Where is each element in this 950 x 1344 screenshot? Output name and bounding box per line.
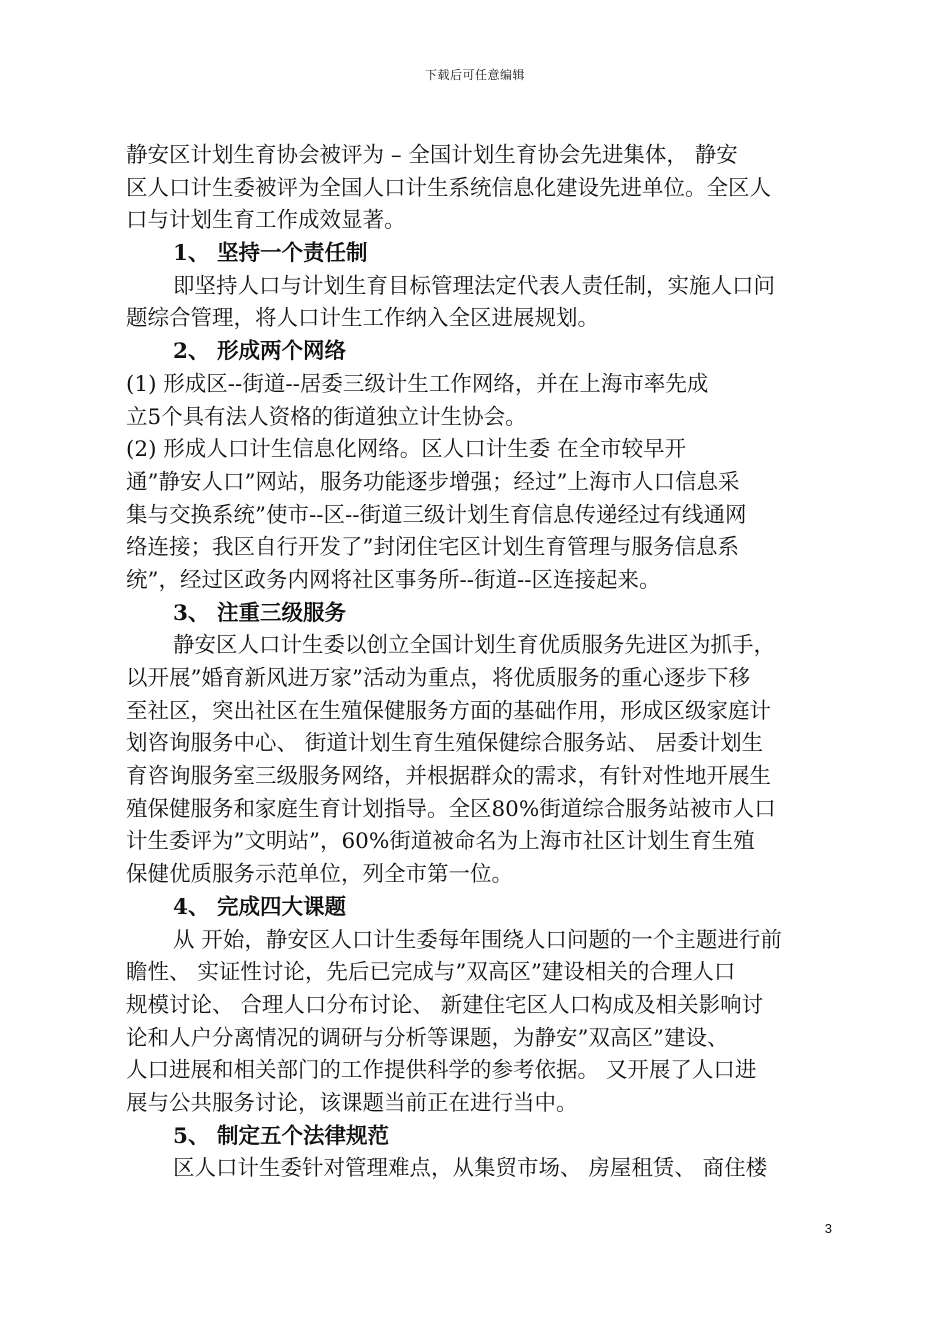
body-text-line: 静安区计划生育协会被评为 – 全国计划生育协会先进集体， 静安 (126, 143, 738, 168)
body-text-line: 保健优质服务示范单位，列全市第一位。 (126, 862, 514, 888)
body-text-line: 人口进展和相关部门的工作提供科学的参考依据。 又开展了人口进 (126, 1058, 757, 1084)
body-text-line: 规模讨论、 合理人口分布讨论、 新建住宅区人口构成及相关影响讨 (126, 992, 764, 1018)
body-text-line: 区人口计生委被评为全国人口计生系统信息化建设先进单位。全区人 (126, 175, 772, 201)
body-text-line: 育咨询服务室三级服务网络，并根据群众的需求，有针对性地开展生 (126, 764, 772, 790)
body-text-line: 从 开始，静安区人口计生委每年围绕人口问题的一个主题进行前 (173, 927, 782, 953)
body-text-line: 集与交换系统”使市--区--街道三级计划生育信息传递经过有线通网 (126, 502, 747, 528)
body-text-line: 瞻性、 实证性讨论，先后已完成与”双高区”建设相关的合理人口 (126, 960, 736, 986)
section-heading: 2、 形成两个网络 (173, 339, 346, 365)
body-text-line: 口与计划生育工作成效显著。 (126, 208, 406, 234)
body-text-line: 以开展”婚育新风进万家”活动为重点，将优质服务的重心逐步下移 (126, 666, 750, 691)
section-heading: 4、 完成四大课题 (173, 894, 346, 920)
body-text-line: (2) 形成人口计生信息化网络。区人口计生委 在全市较早开 (126, 437, 687, 463)
section-heading: 5、 制定五个法律规范 (173, 1123, 389, 1149)
body-text-line: 络连接；我区自行开发了”封闭住宅区计划生育管理与服务信息系 (126, 535, 739, 561)
body-text-line: (1) 形成区--街道--居委三级计生工作网络，并在上海市率先成 (126, 371, 709, 397)
body-text-line: 统”，经过区政务内网将社区事务所--街道--区连接起来。 (126, 567, 661, 593)
body-text-line: 区人口计生委针对管理难点，从集贸市场、 房屋租赁、 商住楼 (173, 1156, 768, 1182)
body-text-line: 划咨询服务中心、 街道计划生育生殖保健综合服务站、 居委计划生 (126, 731, 764, 757)
section-heading: 1、 坚持一个责任制 (173, 241, 368, 267)
page-number: 3 (824, 1221, 832, 1236)
body-text-line: 通”静安人口”网站，服务功能逐步增强；经过”上海市人口信息采 (126, 469, 740, 495)
section-heading: 3、 注重三级服务 (173, 600, 346, 626)
page-header: 下载后可任意编辑 (424, 68, 525, 82)
body-text-line: 题综合管理，将人口计生工作纳入全区进展规划。 (126, 306, 600, 332)
body-text-line: 计生委评为”文明站”，60%街道被命名为上海市社区计划生育生殖 (126, 829, 755, 855)
body-text-line: 论和人户分离情况的调研与分析等课题，为静安”双高区”建设、 (126, 1025, 729, 1051)
body-text-line: 殖保健服务和家庭生育计划指导。全区80%街道综合服务站被市人口 (126, 796, 776, 822)
body-text-line: 展与公共服务讨论，该课题当前正在进行当中。 (126, 1090, 578, 1116)
document-body (126, 140, 834, 1186)
body-text-line: 即坚持人口与计划生育目标管理法定代表人责任制，实施人口问 (173, 273, 776, 299)
body-text-line: 至社区，突出社区在生殖保健服务方面的基础作用，形成区级家庭计 (126, 698, 772, 724)
body-text-line: 静安区人口计生委以创立全国计划生育优质服务先进区为抓手， (173, 633, 776, 659)
body-text-line: 立5个具有法人资格的街道独立计生协会。 (126, 404, 527, 430)
